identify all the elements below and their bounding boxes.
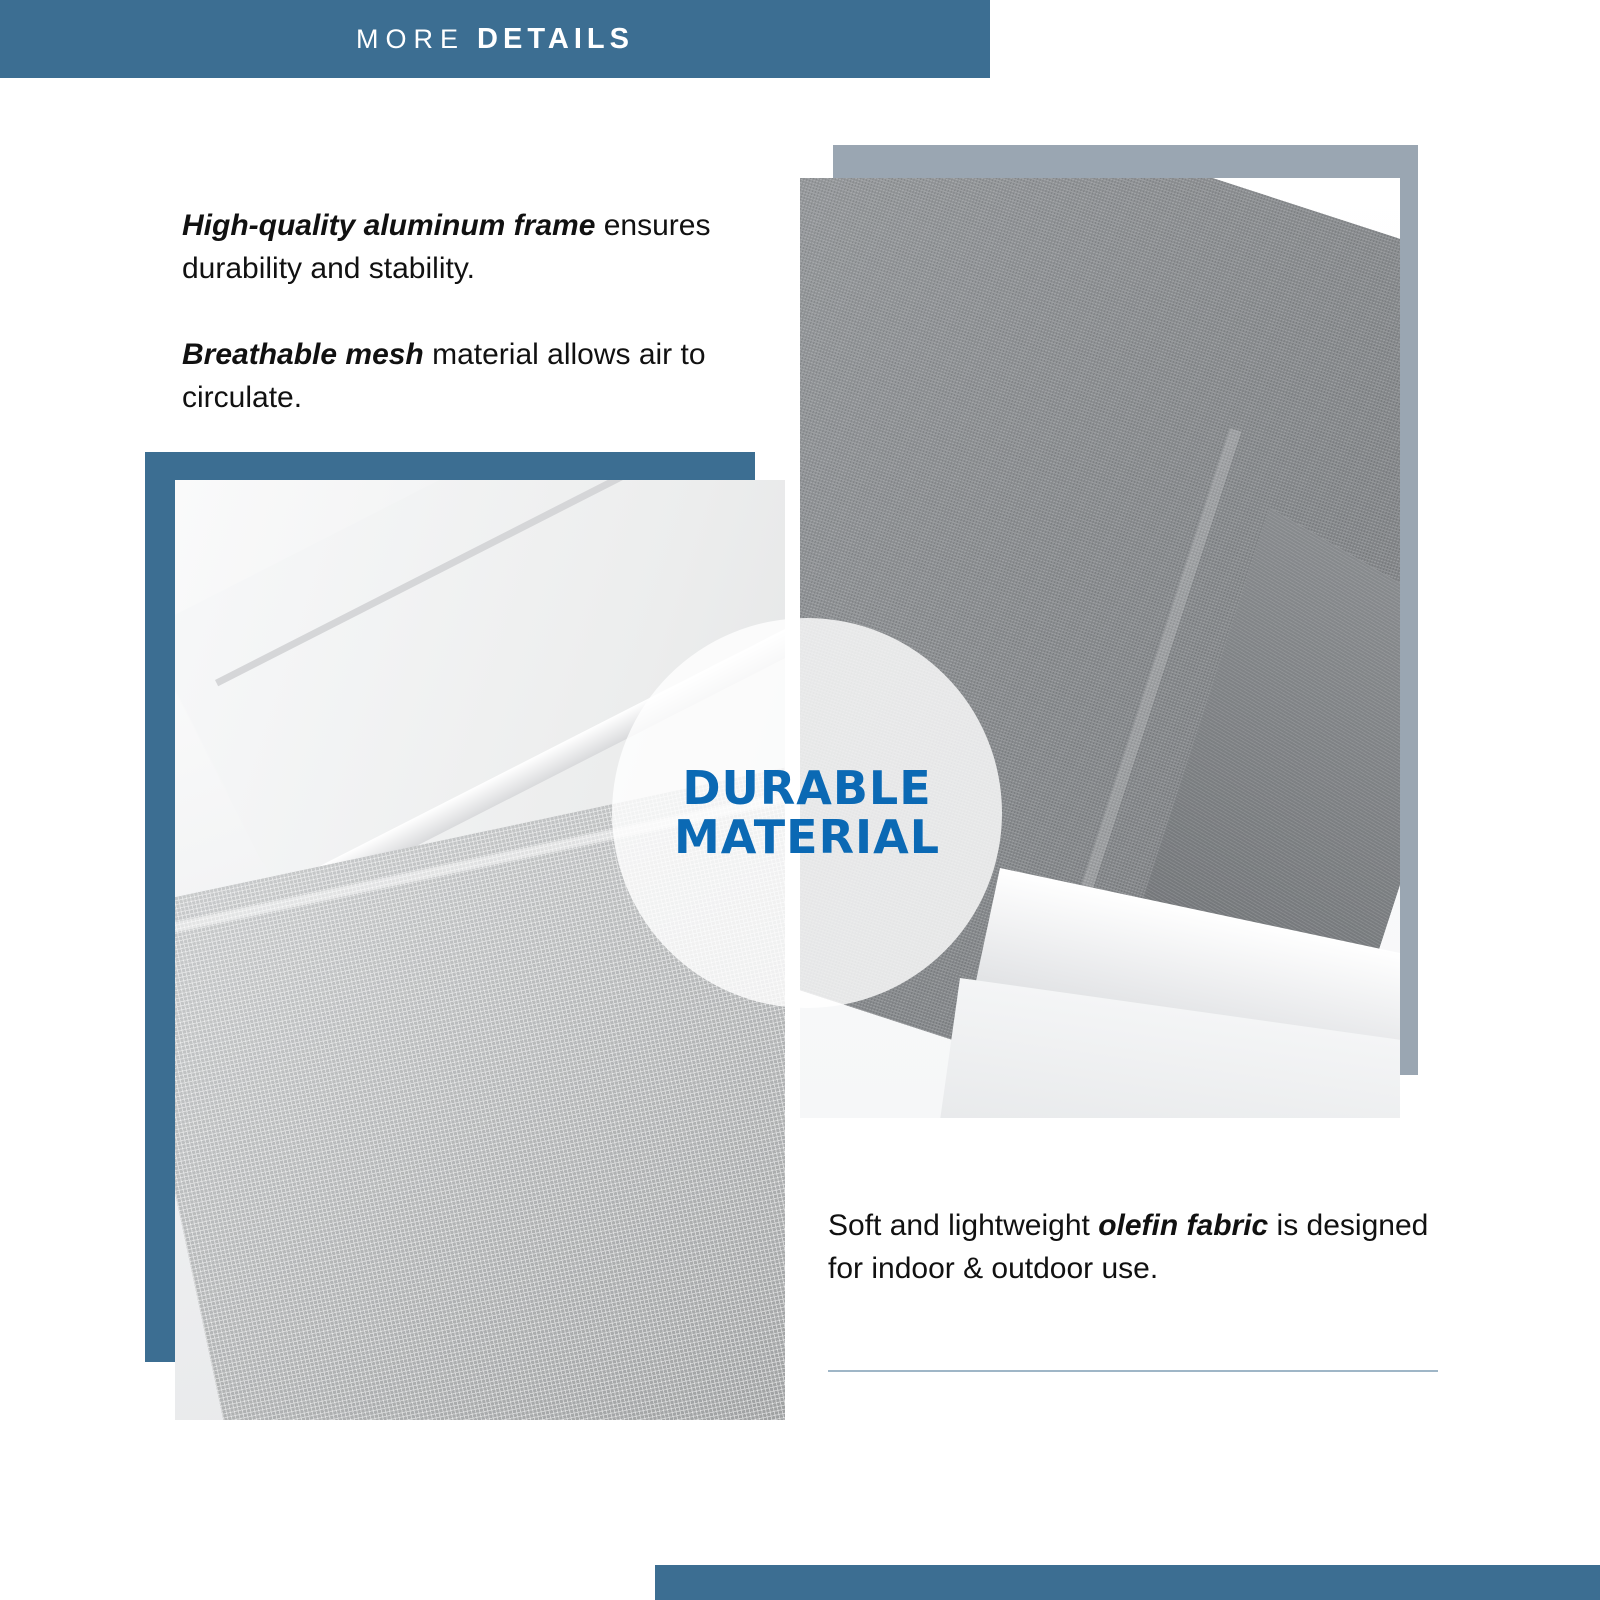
feature-paragraph-mesh xyxy=(182,334,752,419)
left-feature-text xyxy=(182,205,752,419)
feature-rest-olefin: is designed for indoor & outdoor use. xyxy=(828,1209,1429,1285)
feature-emphasis-aluminum: High-quality aluminum frame xyxy=(182,209,596,242)
header-title xyxy=(0,0,990,78)
feature-emphasis-mesh: Breathable mesh xyxy=(182,338,424,372)
right-feature-text xyxy=(828,1205,1468,1290)
header-title-primary: MORE xyxy=(356,23,466,54)
feature-paragraph-olefin xyxy=(828,1205,1468,1290)
feature-rest-mesh: material allows air to circulate. xyxy=(182,338,706,414)
feature-paragraph-aluminum xyxy=(182,205,752,290)
divider-rule xyxy=(828,1370,1438,1372)
footer-banner xyxy=(655,1565,1600,1600)
badge-line-2: MATERIAL xyxy=(673,810,941,864)
feature-lead-olefin: Soft and lightweight xyxy=(828,1209,1099,1242)
feature-rest-aluminum: ensures durability and stability. xyxy=(182,209,711,285)
header-title-secondary: DETAILS xyxy=(477,22,634,55)
feature-emphasis-olefin: olefin fabric xyxy=(1098,1209,1269,1242)
durable-material-badge xyxy=(612,618,1002,1008)
badge-line-1: DURABLE xyxy=(682,761,932,816)
